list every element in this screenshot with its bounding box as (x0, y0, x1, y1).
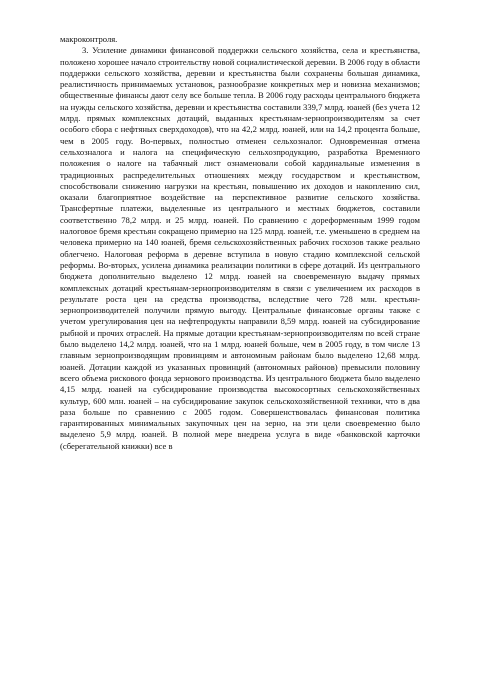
document-page (60, 34, 420, 452)
paragraph-continuation: макроконтроля. (60, 34, 118, 44)
paragraph-section-3: 3. Усиление динамики финансовой поддержки сельского хозяйства, села и крестьянства, положено хорошее начало строительству новой социалистической деревни. В 2006 году в области поддержки сельского хозяйства, деревни и крестьянства были сохранены большая динамика, реалистичность принимаемых установок, разнообразие конкретных мер и новизна механизмов; общественные финансы дают селу все больше тепла. В 2006 году расходы центрального бюджета на нужды сельского хозяйства, деревни и крестьянства составили 339,7 млрд. юаней (без учета 12 млрд. прямых комплексных дотаций, выданных крестьянам-зернопроизводителям за счет особого сбора с нефтяных сверхдоходов), что на 42,2 млрд. юаней, или на 14,2 процента больше, чем в 2005 году. Во-первых, полностью отменен сельхозналог. Одновременная отмена сельхозналога и налога на специфическую сельхозпродукцию, разработка Временного положения о налоге на табачный лист ознаменовали собой кардинальные изменения в традиционных распределительных отношениях между государством и крестьянством, способствовали снижению нагрузки на крестьян, повышению их доходов и накоплению сил, оказали благоприятное воздействие на перспективное развитие сельского хозяйства. Трансфертные платежи, выделенные из центрального и местных бюджетов, составили соответственно 78,2 млрд. и 25 млрд. юаней. По сравнению с дореформенным 1999 годом налоговое бремя крестьян сокращено примерно на 125 млрд. юаней, т.е. уменьшено в среднем на человека примерно на 140 юаней, бремя сельскохозяйственных рабочих госхозов также реально облегчено. Налоговая реформа в деревне вступила в новую стадию комплексной сельской реформы. Во-вторых, усилена динамика реализации политики в сфере дотаций. Из центрального бюджета дополнительно выделено 12 млрд. юаней на своевременную выдачу прямых комплексных дотаций крестьянам-зернопроизводителям в связи с увеличением их расходов в результате роста цен на средства производства, вследствие чего 728 млн. крестьян-зернопроизводителей получили прямую выгоду. Центральные финансовые органы также с учетом урегулирования цен на нефтепродукты направили 8,59 млрд. юаней на субсидирование рыбной и прочих отраслей. На прямые дотации крестьянам-зернопроизводителям по всей стране было выделено 14,2 млрд. юаней, что на 1 млрд. юаней больше, чем в 2005 году, в том числе 13 главным зернопроизводящим провинциям и автономным районам было выделено 12,68 млрд. юаней. Дотации каждой из указанных провинций (автономных районов) превысили половину всего объема рискового фонда зернового производства. Из центрального бюджета было выделено 4,15 млрд. юаней на субсидирование производства высокосортных сельскохозяйственных культур, 600 млн. юаней – на субсидирование закупок сельскохозяйственной техники, что в два раза больше по сравнению с 2005 годом. Совершенствовалась финансовая политика гарантированных минимальных закупочных цен на зерно, на эти цели своевременно было выделено 5,9 млрд. юаней. В полной мере внедрена услуга в виде «банковской карточки (сберегательной книжки) все в (60, 45, 420, 451)
